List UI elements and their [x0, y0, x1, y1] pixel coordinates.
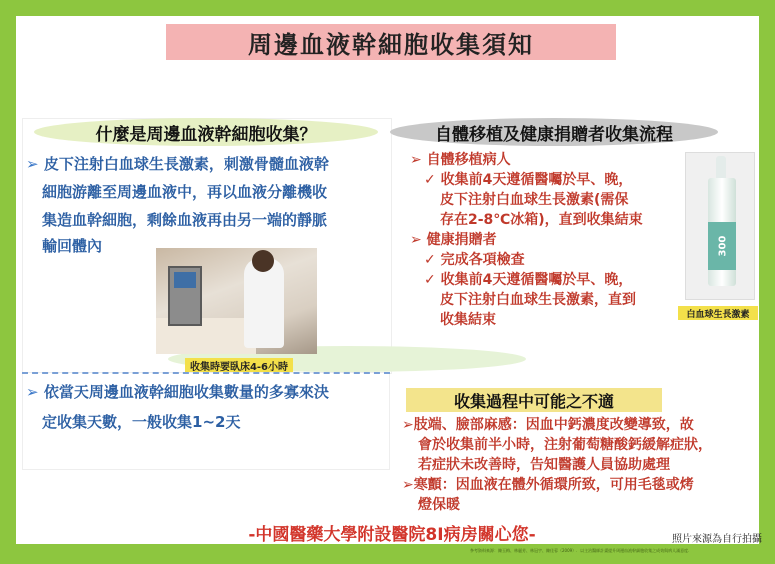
discomfort-line-4: ➢寒顫：因血液在體外循環所致，可用毛毯或烤 [402, 477, 694, 493]
vial-label: 300 [708, 222, 736, 270]
process-line-4: 存在2-8℃冰箱)，直到收集結束 [440, 212, 643, 228]
left-para1-line-4: 輸回體內 [42, 237, 103, 255]
vial-caption: 白血球生長激素 [678, 306, 758, 320]
section-heading-process: 自體移植及健康捐贈者收集流程 [390, 118, 718, 146]
discomfort-line-5: 燈保暖 [418, 497, 460, 513]
dashed-divider [22, 372, 390, 374]
page-title: 周邊血液幹細胞收集須知 [166, 24, 616, 60]
process-line-3: 皮下注射白血球生長激素(需保 [440, 192, 629, 208]
reference-citation: 參考資料來源：陳玉梅、林麗芳、林冠宇、陳佳蓉（2009）．以主治醫師計畫提升周邊血液幹細胞收集之成效與病人滿意度． [470, 548, 693, 553]
bullet-arrow-icon: ➢ [26, 155, 39, 173]
left-para1-line-1: ➢ 皮下注射白血球生長激素，刺激骨髓血液幹 [26, 155, 329, 173]
footer-slogan: -中國醫藥大學附設醫院8I病房關心您- [248, 525, 536, 545]
section-heading-discomfort: 收集過程中可能之不適 [406, 388, 662, 412]
section-heading-what-is: 什麼是周邊血液幹細胞收集？ [34, 118, 378, 146]
process-line-7: ✓ 收集前4天遵循醫囑於早、晚， [424, 272, 633, 288]
process-line-5: ➢ 健康捐贈者 [410, 232, 497, 248]
discomfort-line-3: 若症狀未改善時，告知醫護人員協助處理 [418, 457, 670, 473]
discomfort-line-2: 會於收集前半小時，注射葡萄糖酸鈣緩解症狀， [418, 437, 712, 453]
process-line-1: ➢ 自體移植病人 [410, 152, 511, 168]
left-para2-line-2: 定收集天數，一般收集1~2天 [42, 413, 241, 431]
left-para1-line-3: 集造血幹細胞，剩餘血液再由另一端的靜脈 [42, 211, 328, 229]
discomfort-line-1: ➢肢端、臉部麻感：因血中鈣濃度改變導致，故 [402, 417, 694, 433]
bullet-arrow-icon: ➢ [26, 383, 39, 401]
process-line-9: 收集結束 [440, 312, 496, 328]
process-line-2: ✓ 收集前4天遵循醫囑於早、晚， [424, 172, 633, 188]
bedside-collection-photo [156, 248, 317, 354]
left-para2-line-1: ➢ 依當天周邊血液幹細胞收集數量的多寡來決 [26, 383, 329, 401]
photo-source-note: 照片來源為自行拍攝 [672, 534, 762, 545]
process-line-8: 皮下注射白血球生長激素，直到 [440, 292, 636, 308]
process-line-6: ✓ 完成各項檢查 [424, 252, 525, 268]
photo-caption: 收集時要臥床4-6小時 [185, 358, 293, 372]
left-para1-line-2: 細胞游離至周邊血液中，再以血液分離機收 [42, 183, 328, 201]
